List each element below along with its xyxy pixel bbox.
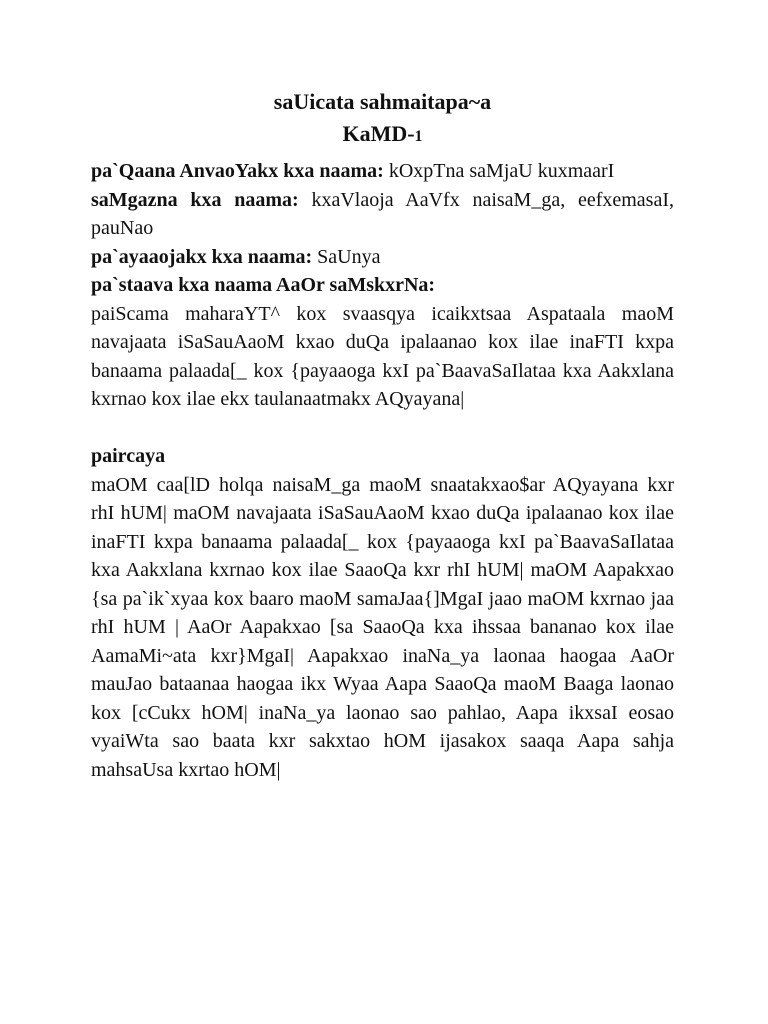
section-paragraph: maOM caa[lD holqa naisaM_ga maoM snaatakxao$ar AQyayana kxr rhI hUM| maOM navajaata iSaSauAaoM kxao duQa ipalaanao kox ilae inaFTI kxpa banaama palaada[_ kox {payaaoga kxI pa`BaavaSaIlataa kxa Aakxlana kxrnao kox ilae SaaoQa kxr rhI hUM| maOM Aapakxao {sa pa`ik`xyaa kox baaro maoM samaJaa{]MgaI jaao maOM kxrnao jaa rhI hUM | AaOr Aapakxao [sa SaaoQa kxa ihssaa bananao kox ilae AamaMi~ata kxr}MgaI| Aapakxao inaNa_ya laonaa haogaa AaOr mauJao bataanaa haogaa ikx Wyaa Aapa SaaoQa maoM Baaga laonao kox [cCukx hOM| inaNa_ya laonao sao pahlao, Aapa ikxsaI eosao vyaiWta sao baata kxr sakxtao hOM ijasakox saaqa Aapa sahja mahsaUsa kxrtao hOM| <box>91 473 674 781</box>
field-value: kxaVlaoja AaVfx naisaM_ga, eefxemasaI, pauNao <box>91 188 674 239</box>
document-page <box>91 86 674 784</box>
subtitle-number: 1 <box>414 128 423 145</box>
field-investigator <box>91 157 674 186</box>
subtitle-main: KaMD- <box>342 121 415 146</box>
field-value: kOxpTna saMjaU kuxmaarI <box>383 160 615 182</box>
field-label: pa`Qaana AnvaoYakx kxa naama: <box>91 160 384 182</box>
document-subtitle <box>91 118 674 153</box>
section-heading: paircaya <box>91 445 166 467</box>
document-title: saUicata sahmaitapa~a <box>273 89 492 114</box>
paragraph-spacer <box>91 414 674 443</box>
field-organization <box>91 186 674 243</box>
field-label: saMgazna kxa naama: <box>91 188 299 211</box>
intro-paragraph: paiScama maharaYT^ kox svaasqya icaikxtsaa Aspataala maoM navajaata iSaSauAaoM kxao duQa ipalaanao kox ilae inaFTI kxpa banaama palaada[_ kox {payaaoga kxI pa`BaavaSaIlataa kxa Aakxlana kxrnao kox ilae ekx taulanaatmakx AQyayana| <box>91 302 674 410</box>
intro-heading: pa`staava kxa naama AaOr saMskxrNa: <box>91 274 436 296</box>
field-value: SaUnya <box>312 245 381 268</box>
field-label: pa`ayaaojakx kxa naama: <box>91 245 313 268</box>
field-sponsor <box>91 243 674 272</box>
